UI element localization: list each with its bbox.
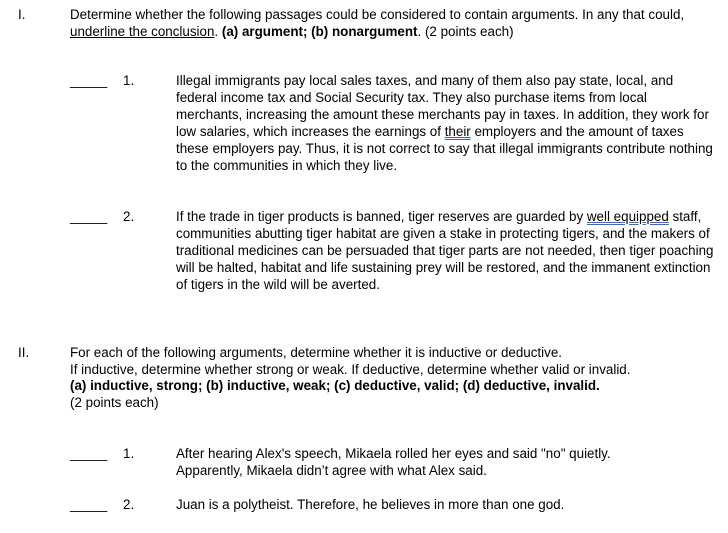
passage-part: Illegal immigrants pay local sales taxes, and many of them also pay state, local, and federal income tax and Social Security tax. They also purchase items from local merchants, increasing the amount these merchants pay in taxes. In addition, they work for low salaries, which increases the earnings of (176, 73, 709, 139)
passage-part: If the trade in tiger products is banned, tiger reserves are guarded by (176, 209, 587, 224)
instructions-text: Determine whether the following passages could be considered to contain arguments. In any that could, (70, 7, 685, 22)
question-number: 1. (123, 446, 135, 461)
passage-part: staff, communities abutting tiger habitat are given a stake in protecting tigers, and the makers of traditional medicines can be persuaded that tiger parts are not needed, then tiger poaching will be halted, habitat and life sustaining prey will be restored, and the immanent extinction of tigers in the wild will be averted. (176, 209, 714, 292)
grammar-marked-word: well equipped (586, 209, 669, 224)
answer-blank[interactable]: _____ (70, 73, 108, 88)
section-2-instructions (70, 345, 720, 411)
passage-text (176, 209, 716, 294)
instructions-line: If inductive, determine whether strong or weak. If deductive, determine whether valid or invalid. (70, 361, 631, 377)
passage-part: employers and the amount of taxes these employers pay. Thus, it is not correct to say that illegal immigrants contribute nothing to the communities in which they live. (176, 123, 713, 173)
question-number: 2. (123, 209, 135, 224)
argument-text: After hearing Alex's speech, Mikaela rolled her eyes and said "no" quietly. Apparently, Mikaela didn’t agree with what Alex said. (176, 446, 611, 478)
instructions-underlined: underline the conclusion (70, 23, 215, 39)
section-1-numeral: I. (18, 7, 26, 22)
instructions-line: For each of the following arguments, determine whether it is inductive or deductive. (70, 345, 562, 360)
points-note: . (2 points each) (417, 23, 514, 39)
answer-options: (a) inductive, strong; (b) inductive, weak; (c) deductive, valid; (d) deductive, invalid. (70, 378, 600, 393)
passage-text (176, 73, 716, 174)
question-number: 1. (123, 73, 135, 88)
answer-blank[interactable]: _____ (70, 209, 108, 224)
answer-blank[interactable]: _____ (70, 497, 108, 512)
section-1-instructions (70, 7, 720, 40)
answer-blank[interactable]: _____ (70, 446, 108, 461)
question-number: 2. (123, 497, 135, 512)
grammar-marked-word: their (444, 123, 471, 139)
instructions-text: . (214, 23, 222, 39)
section-2-numeral: II. (18, 345, 30, 360)
points-note: (2 points each) (70, 394, 159, 410)
answer-options: (a) argument; (b) nonargument (221, 23, 418, 39)
argument-text: Juan is a polytheist. Therefore, he believes in more than one god. (176, 497, 565, 512)
